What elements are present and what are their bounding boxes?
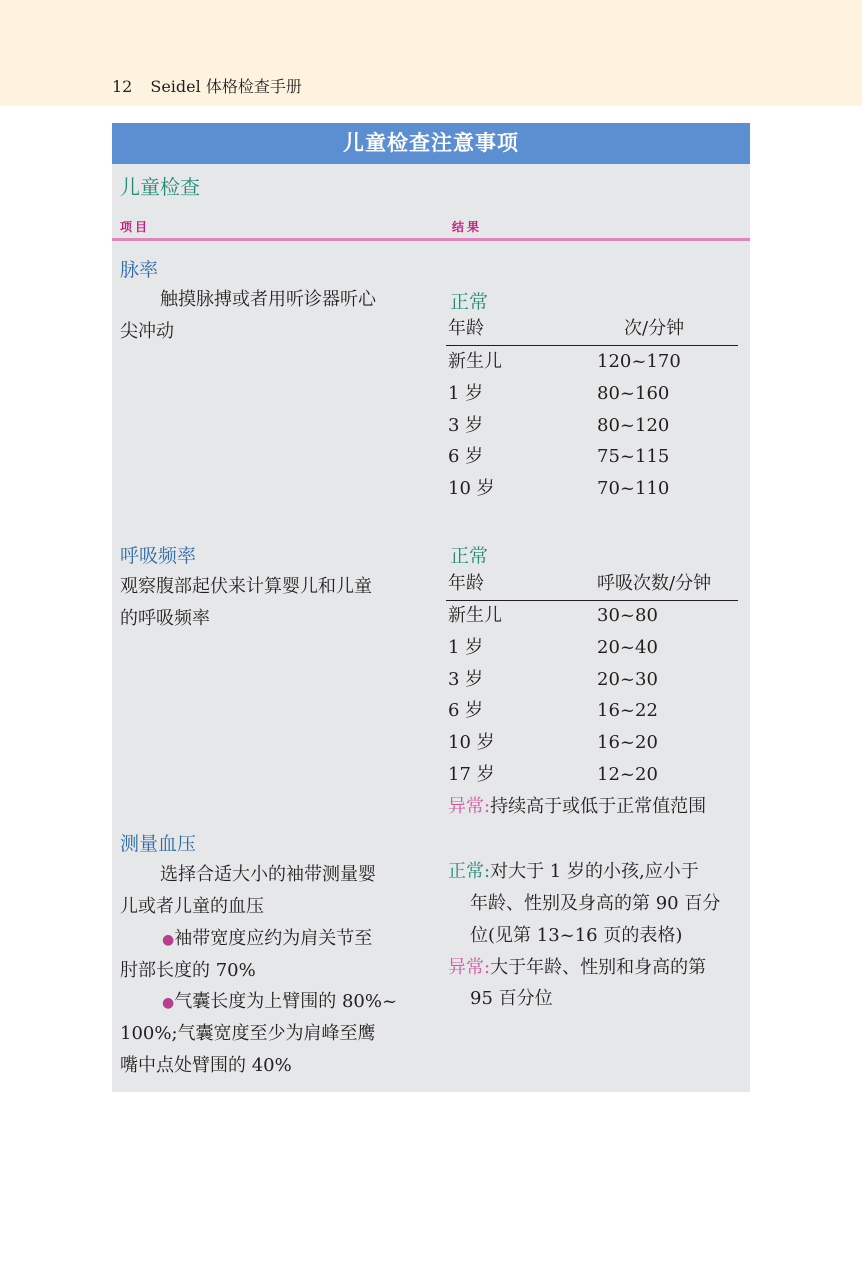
age-cell: 新生儿 xyxy=(448,351,502,372)
age-cell: 6 岁 xyxy=(448,446,484,467)
page-number: 12 xyxy=(112,77,133,96)
bullet-dot-icon: ● xyxy=(162,932,175,948)
abnormal-label: 异常: xyxy=(448,796,491,817)
age-cell: 17 岁 xyxy=(448,764,495,785)
bp-normal-label: 正常: xyxy=(448,861,491,882)
rate-cell: 12~20 xyxy=(597,764,658,785)
pulse-method-line1: 触摸脉搏或者用听诊器听心 xyxy=(160,289,376,310)
running-header xyxy=(112,74,302,97)
resp-abnormal xyxy=(448,791,706,823)
bp-bullet2 xyxy=(162,986,397,1019)
pulse-heading: 脉率 xyxy=(120,259,159,281)
bp-normal-line1 xyxy=(448,856,699,888)
resp-heading: 呼吸频率 xyxy=(120,545,197,567)
bullet-dot-icon: ● xyxy=(162,995,175,1011)
resp-method-line2: 的呼吸频率 xyxy=(120,608,210,629)
bp-abnormal-line1 xyxy=(448,952,706,984)
section-title: 儿童检查 xyxy=(120,175,200,199)
header-divider xyxy=(112,238,750,241)
pulse-col-age: 年龄 xyxy=(448,318,484,339)
bp-normal-line3: 位(见第 13~16 页的表格) xyxy=(470,925,683,946)
info-box xyxy=(112,123,750,1092)
rate-cell: 16~20 xyxy=(597,732,658,753)
bp-line1: 选择合适大小的袖带测量婴 xyxy=(160,864,376,885)
rate-cell: 120~170 xyxy=(597,351,681,372)
bp-bullet2-line3: 嘴中点处臂围的 40% xyxy=(120,1055,292,1076)
rate-cell: 70~110 xyxy=(597,478,670,499)
rate-cell: 16~22 xyxy=(597,700,658,721)
resp-method-line1: 观察腹部起伏来计算婴儿和儿童 xyxy=(120,576,372,597)
bp-abnormal-label: 异常: xyxy=(448,957,491,978)
rate-cell: 80~160 xyxy=(597,383,670,404)
bp-bullet1-line2: 肘部长度的 70% xyxy=(120,960,256,981)
bullet1-line1: 袖带宽度应约为肩关节至 xyxy=(174,928,373,949)
bp-heading: 测量血压 xyxy=(120,833,197,855)
box-title: 儿童检查注意事项 xyxy=(112,123,750,164)
resp-col-rate: 呼吸次数/分钟 xyxy=(597,573,712,594)
resp-col-age: 年龄 xyxy=(448,573,484,594)
pulse-method-line2: 尖冲动 xyxy=(120,321,174,342)
book-title: Seidel 体格检查手册 xyxy=(150,77,302,96)
age-cell: 1 岁 xyxy=(448,383,484,404)
age-cell: 6 岁 xyxy=(448,700,484,721)
bp-bullet2-line2: 100%;气囊宽度至少为肩峰至鹰 xyxy=(120,1023,376,1044)
column-header-item: 项目 xyxy=(120,220,151,234)
bp-abnormal-text1: 大于年龄、性别和身高的第 xyxy=(490,957,707,978)
bp-normal-line2: 年龄、性别及身高的第 90 百分 xyxy=(470,893,721,914)
rate-cell: 20~40 xyxy=(597,637,658,658)
abnormal-text: 持续高于或低于正常值范围 xyxy=(490,796,707,817)
column-header-result: 结果 xyxy=(452,220,483,234)
age-cell: 1 岁 xyxy=(448,637,484,658)
age-cell: 10 岁 xyxy=(448,478,495,499)
age-cell: 新生儿 xyxy=(448,605,502,626)
age-cell: 3 岁 xyxy=(448,415,484,436)
age-cell: 3 岁 xyxy=(448,669,484,690)
bp-line2: 儿或者儿童的血压 xyxy=(120,896,264,917)
rate-cell: 30~80 xyxy=(597,605,658,626)
rate-cell: 80~120 xyxy=(597,415,670,436)
rate-cell: 75~115 xyxy=(597,446,670,467)
table-row xyxy=(448,346,502,378)
bp-normal-text1: 对大于 1 岁的小孩,应小于 xyxy=(490,861,699,882)
pulse-col-rate: 次/分钟 xyxy=(624,318,685,339)
bullet2-line1: 气囊长度为上臂围的 80%~ xyxy=(174,991,398,1012)
age-cell: 10 岁 xyxy=(448,732,495,753)
bp-abnormal-line2: 95 百分位 xyxy=(470,988,553,1009)
pulse-normal-label: 正常 xyxy=(450,291,489,313)
bp-bullet1 xyxy=(162,923,372,956)
resp-normal-label: 正常 xyxy=(450,545,489,567)
rate-cell: 20~30 xyxy=(597,669,658,690)
